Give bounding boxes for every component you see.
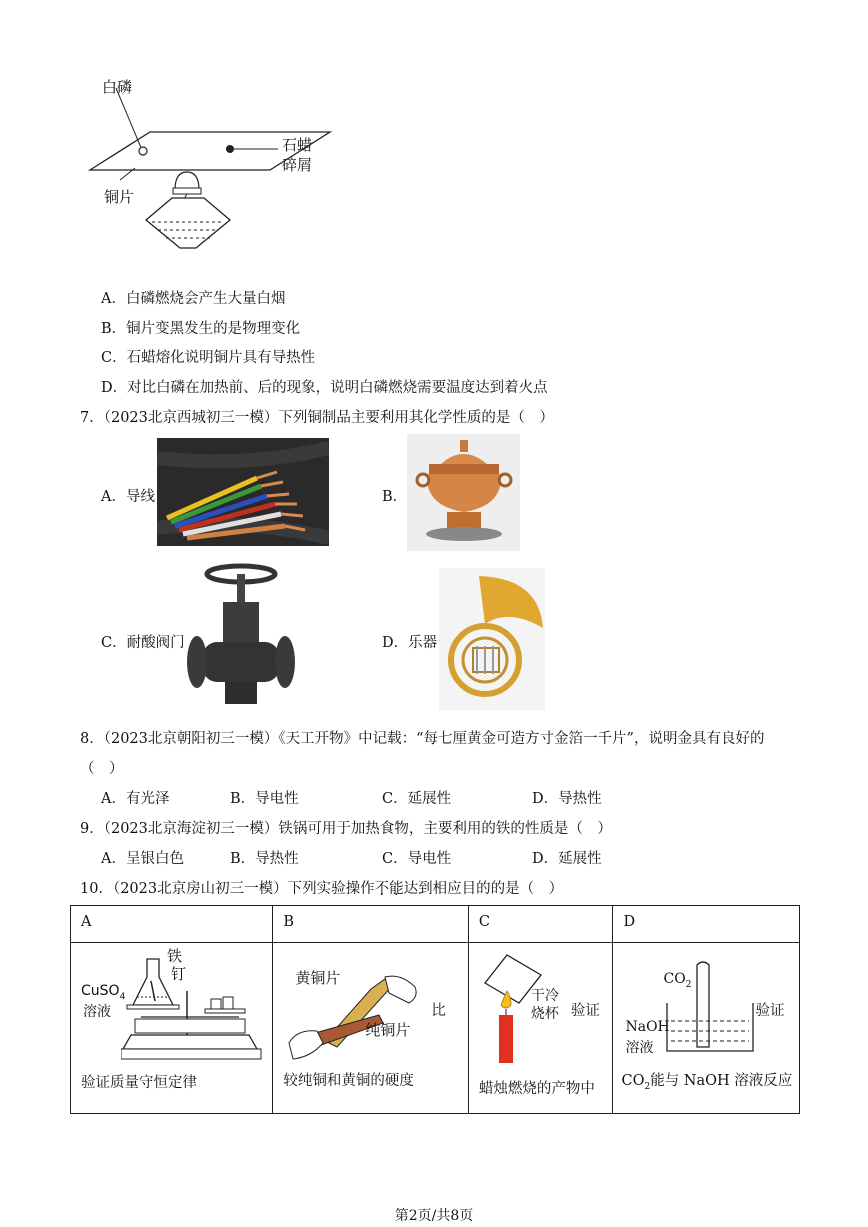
q6-option-c: C．石蜡熔化说明铜片具有导热性 [101, 350, 316, 366]
cell-a [71, 943, 273, 1114]
q10-emphasis-not: 不 [374, 881, 390, 897]
copper-sheet-label: 铜片 [104, 188, 135, 206]
side-text-c: 验证 [570, 1003, 600, 1019]
q8-stem: 8．（2023北京朝阳初三一模）《天工开物》中记载：“每七厘黄金可造方寸金箔一千片”，说明金具有良好的 [80, 731, 765, 747]
q10-emphasis-can: 能 [389, 881, 404, 897]
q8-option-c: C．延展性 [382, 791, 452, 807]
q6-option-a: A．白磷燃烧会产生大量白烟 [101, 291, 286, 307]
q9-option-c: C．导电性 [382, 851, 452, 867]
wire-photo [157, 438, 329, 546]
co2-gas-label: $CO_2$ [663, 971, 692, 990]
paraffin-label-2: 碎屑 [282, 156, 313, 174]
cell-b [273, 943, 468, 1114]
q7-option-a: A．导线 [101, 489, 155, 505]
q9-stem: 9．（2023北京海淀初三一模）铁锅可用于加热食物，主要利用的铁的性质是（ ） [80, 821, 612, 837]
q8-stem-blank: （ ） [80, 761, 124, 777]
q10-stem [80, 877, 563, 898]
q9-option-a: A．呈银白色 [101, 851, 184, 867]
white-phosphorus-label: 白磷 [102, 78, 133, 96]
q8-option-a: A．有光泽 [101, 791, 170, 807]
cuso4-label: CuSO$_4$ [81, 983, 126, 1002]
caption-a: 验证质量守恒定律 [81, 1075, 197, 1091]
brass-label: 黄铜片 [295, 969, 341, 987]
solution-label-d: 溶液 [625, 1040, 654, 1056]
header-cell-c: C [468, 906, 613, 943]
cell-d [613, 943, 800, 1114]
caption-c: 蜡烛燃烧的产物中 [478, 1081, 595, 1097]
beaker-label: 烧杯 [530, 1006, 559, 1022]
q7-option-c: C．耐酸阀门 [101, 635, 185, 651]
q10-experiment-table [70, 905, 800, 1114]
pure-copper-label: 纯铜片 [365, 1021, 411, 1039]
q10-stem-part-2: 达到相应目的的是（ ） [403, 881, 564, 897]
q6-option-b: B．铜片变黑发生的是物理变化 [101, 321, 301, 337]
cell-c [468, 943, 613, 1114]
caption-d: $CO_2$能与 NaOH 溶液反应 [621, 1073, 793, 1092]
naoh-label: NaOH [625, 1019, 670, 1035]
q10-stem-part-1: 10．（2023北京房山初三一模）下列实验操作 [80, 881, 375, 897]
page-footer: 第2页/共8页 [394, 1208, 474, 1224]
q7-option-d: D．乐器 [382, 635, 438, 651]
q9-option-d: D．延展性 [532, 851, 602, 867]
q9-option-b: B．导热性 [230, 851, 299, 867]
copper-hotpot-photo [407, 434, 520, 551]
iron-nail-label-1: 铁 [167, 947, 183, 965]
balance-flask-diagram [121, 957, 271, 1069]
caption-b: 较纯铜和黄铜的硬度 [283, 1073, 414, 1089]
q7-stem: 7．（2023北京西城初三一模）下列铜制品主要利用其化学性质的是（ ） [80, 410, 554, 426]
solution-label-a: 溶液 [83, 1004, 111, 1020]
dry-cold-label: 干冷 [530, 988, 559, 1004]
paraffin-label-1: 石蜡 [282, 136, 313, 154]
q8-option-b: B．导电性 [230, 791, 299, 807]
header-cell-d: D [613, 906, 800, 943]
french-horn-photo [439, 568, 545, 710]
iron-nail-label-2: 钉 [171, 965, 187, 983]
q6-option-d: D．对比白磷在加热前、后的现象，说明白磷燃烧需要温度达到着火点 [101, 380, 548, 396]
header-cell-a: A [71, 906, 273, 943]
header-cell-b: B [273, 906, 468, 943]
q8-option-d: D．导热性 [532, 791, 602, 807]
q7-option-b: B． [382, 489, 408, 505]
acid-resistant-valve-photo [185, 562, 297, 714]
side-text-b: 比 [431, 1003, 446, 1019]
side-text-d: 验证 [755, 1003, 785, 1019]
